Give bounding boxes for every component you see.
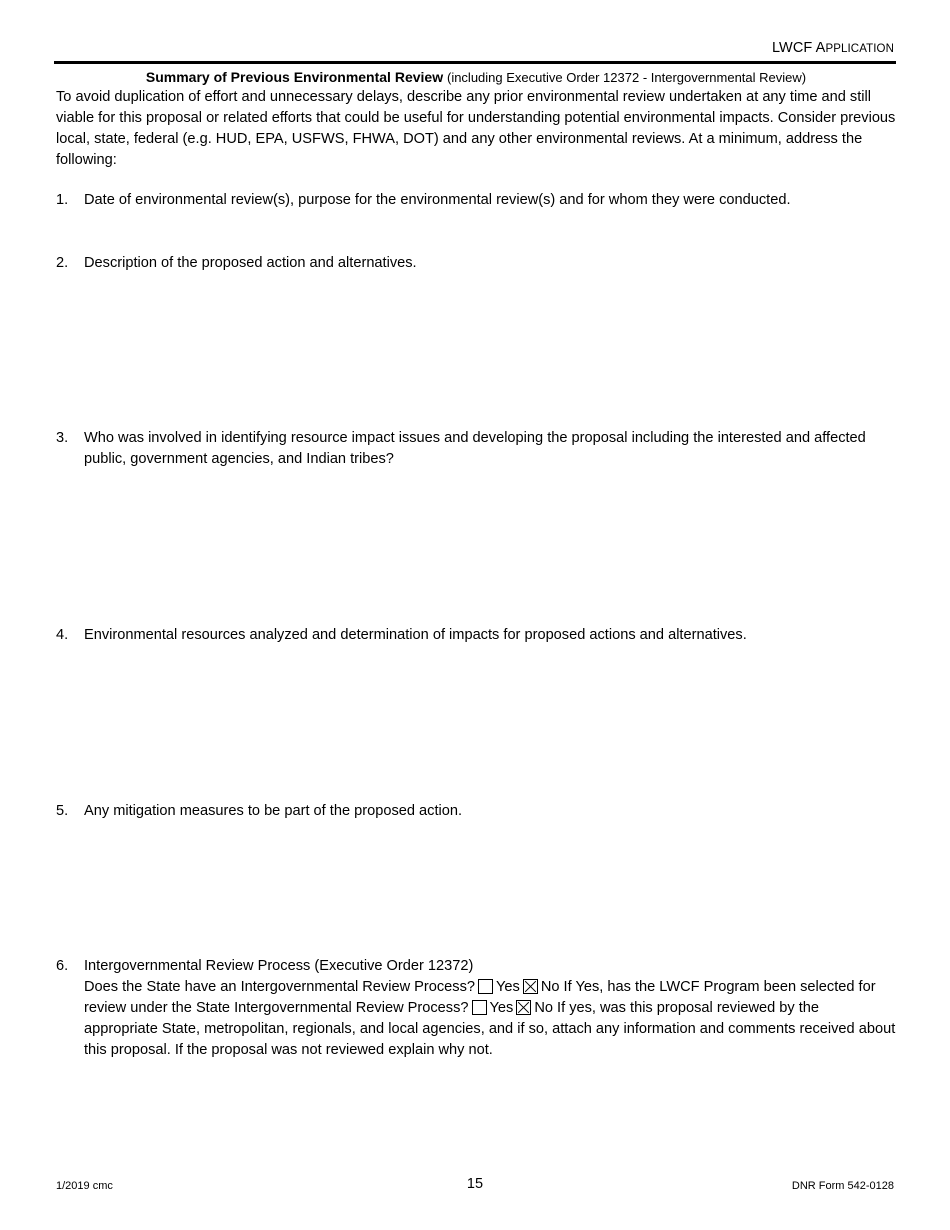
lwcf-selected-no-checkbox[interactable] [516,1000,531,1015]
running-header: LWCF APPLICATION [771,40,894,56]
state-review-no-label: No [540,979,560,995]
footer-date: 1/2019 cmc [56,1180,113,1192]
item-text: Environmental resources analyzed and determination of impacts for proposed actions and alternatives. [84,627,747,643]
item6-body [84,977,896,1061]
item-number: 1. [56,192,69,208]
lwcf-selected-question: If Yes, has the LWCF Program been selected for review under the State Intergovernmental Review Process? [84,979,876,1016]
item6-heading: Intergovernmental Review Process (Executive Order 12372) [84,958,474,974]
state-review-yes-label: Yes [496,979,520,995]
page-number: 15 [466,1176,484,1192]
lwcf-selected-yes-checkbox[interactable] [472,1000,487,1015]
item-number: 4. [56,627,69,643]
lwcf-selected-no-label: No [534,1000,553,1016]
item-text: Description of the proposed action and alternatives. [84,255,417,271]
item-text: Who was involved in identifying resource impact issues and developing the proposal including the interested and affected public, government agencies, and Indian tribes? [84,430,866,467]
intro-paragraph: To avoid duplication of effort and unnecessary delays, describe any prior environmental review undertaken at any time and still viable for this proposal or related efforts that could be useful for understanding potential environmental impacts. Consider previous local, state, federal (e.g. HUD, EPA, USFWS, FHWA, DOT) and any other environmental reviews. At a minimum, address the following: [56,89,896,168]
item-number: 3. [56,430,69,446]
header-rule [54,61,896,64]
state-review-question: Does the State have an Intergovernmental Review Process? [84,979,476,995]
item-number: 6. [56,958,69,974]
state-review-yes-checkbox[interactable] [478,979,493,994]
item-text: Date of environmental review(s), purpose for the environmental review(s) and for whom they were conducted. [84,192,791,208]
state-review-no-checkbox[interactable] [523,979,538,994]
item-text [84,956,896,1061]
section-title-bold: Summary of Previous Environmental Review [145,69,444,85]
section-title [56,67,896,88]
lwcf-selected-yes-label: Yes [489,1000,514,1016]
section-title-sub: (including Executive Order 12372 - Intergovernmental Review) [446,70,807,85]
reviewed-question: If yes, was this proposal reviewed by the appropriate State, metropolitan, regionals, and local agencies, and if so, attach any information and comments received about this proposal. If the proposal was not reviewed explain why not. [84,1000,896,1058]
item-number: 2. [56,255,69,271]
item-text: Any mitigation measures to be part of the proposed action. [84,803,463,819]
item-number: 5. [56,803,69,819]
form-number: DNR Form 542-0128 [791,1180,894,1192]
